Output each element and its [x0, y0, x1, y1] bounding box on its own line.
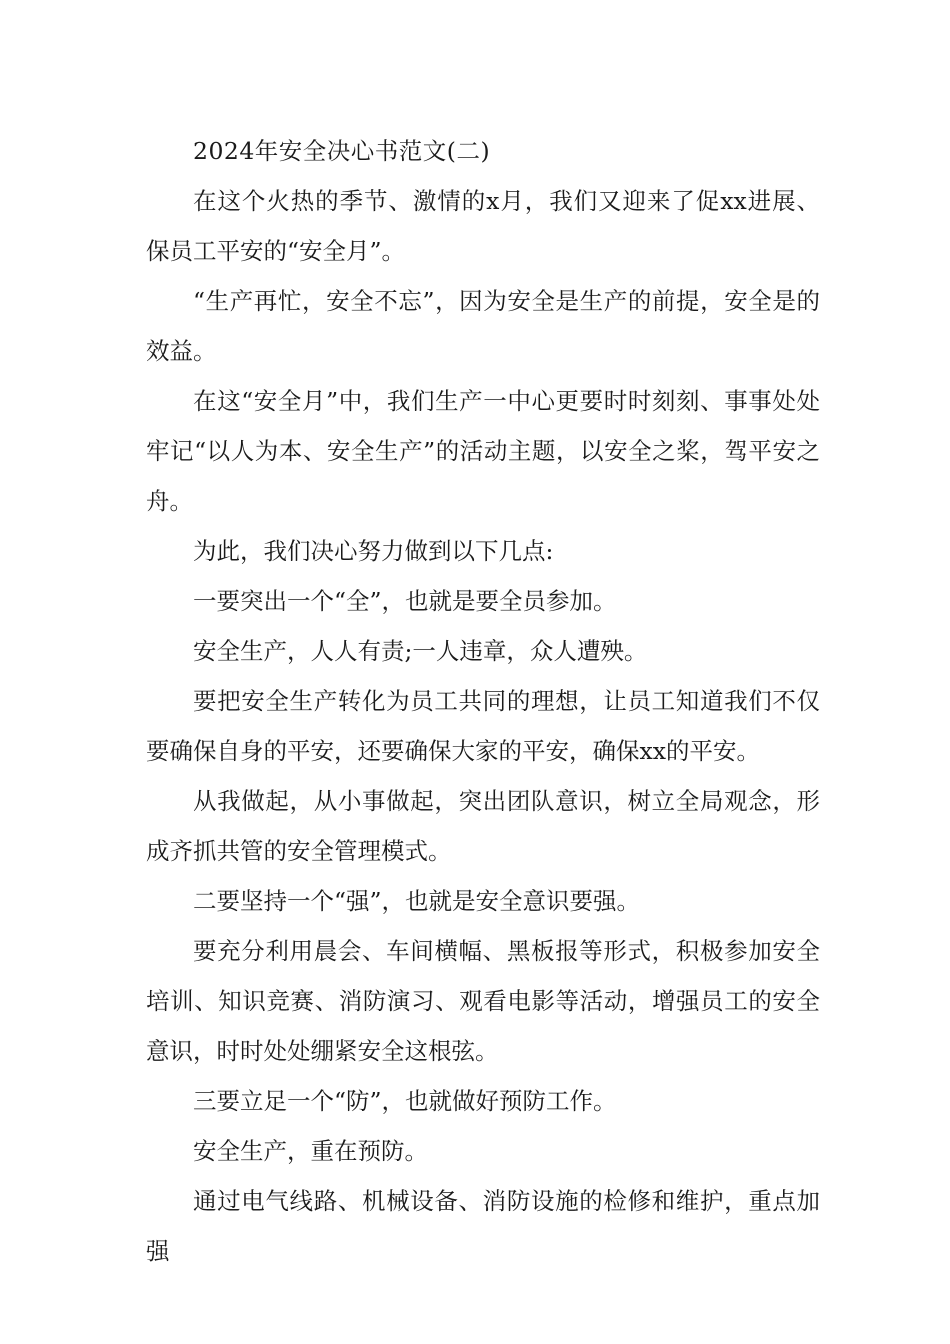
paragraph: 三要立足一个“防”，也就做好预防工作。: [193, 1087, 617, 1115]
paragraph: 安全生产，重在预防。: [193, 1137, 428, 1165]
paragraph: 要把安全生产转化为员工共同的理想，让员工知道我们不仅要确保自身的平安，还要确保大家的平安，确保xx的平安。: [146, 687, 820, 765]
paragraph: 从我做起，从小事做起，突出团队意识，树立全局观念，形成齐抓共管的安全管理模式。: [146, 787, 820, 865]
paragraph: “生产再忙，安全不忘”，因为安全是生产的前提，安全是的效益。: [146, 287, 820, 365]
paragraph: 为此，我们决心努力做到以下几点:: [193, 537, 554, 565]
document-title: 2024年安全决心书范文(二): [193, 137, 491, 165]
paragraph: 在这“安全月”中，我们生产一中心更要时时刻刻、事事处处牢记“以人为本、安全生产”的活动主题，以安全之桨，驾平安之舟。: [146, 387, 820, 515]
paragraph: 要充分利用晨会、车间横幅、黑板报等形式，积极参加安全培训、知识竞赛、消防演习、观看电影等活动，增强员工的安全意识，时时处处绷紧安全这根弦。: [146, 937, 820, 1065]
paragraph: 二要坚持一个“强”，也就是安全意识要强。: [193, 887, 641, 915]
paragraph: 安全生产，人人有责;一人违章，众人遭殃。: [193, 637, 648, 665]
paragraph: 一要突出一个“全”，也就是要全员参加。: [193, 587, 617, 615]
paragraph: 通过电气线路、机械设备、消防设施的检修和维护，重点加强: [146, 1187, 820, 1265]
paragraph: 在这个火热的季节、激情的x月，我们又迎来了促xx进展、保员工平安的“安全月”。: [146, 187, 820, 265]
document-body: [146, 126, 820, 1276]
